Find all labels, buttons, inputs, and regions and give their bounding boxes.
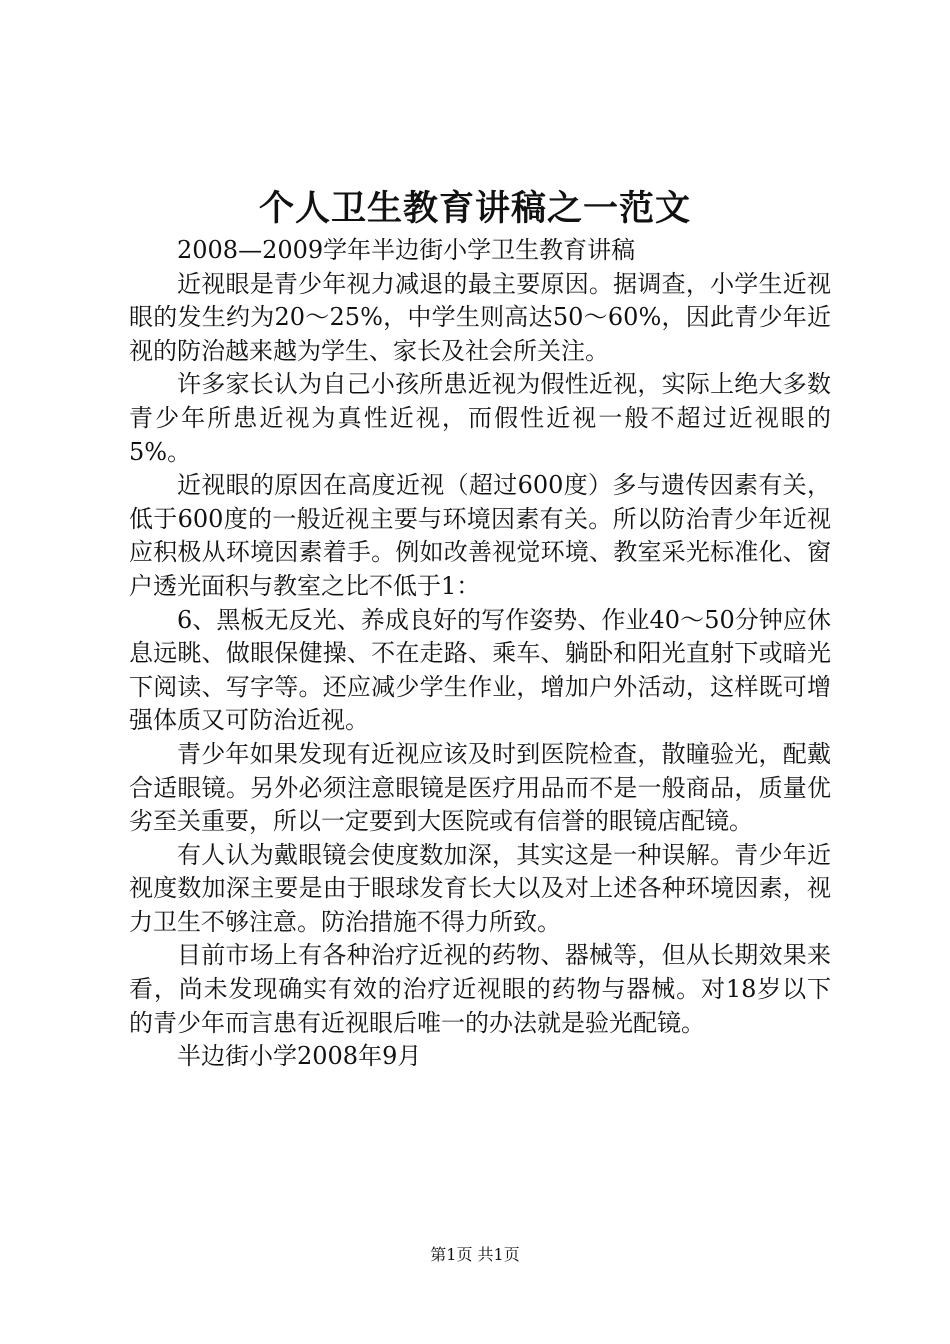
signature-paragraph: 半边街小学2008年9月 (177, 1042, 422, 1071)
subtitle-paragraph: 2008—2009学年半边街小学卫生教育讲稿 (177, 236, 636, 264)
body-paragraph: 近视眼的原因在高度近视（超过600度）多与遗传因素有关，低于600度的一般近视主要与环境因素有关。所以防治青少年近视应积极从环境因素着手。例如改善视觉环境、教室采光标准化、窗户透光面积与教室之比不低于1： (129, 471, 831, 600)
body-paragraph: 青少年如果发现有近视应该及时到医院检查，散瞳验光，配戴合适眼镜。另外必须注意眼镜是医疗用品而不是一般商品，质量优劣至关重要，所以一定要到大医院或有信誉的眼镜店配镜。 (129, 739, 831, 836)
body-paragraph: 许多家长认为自己小孩所患近视为假性近视，实际上绝大多数青少年所患近视为真性近视，而假性近视一般不超过近视眼的5%。 (129, 370, 831, 466)
body-paragraph: 有人认为戴眼镜会使度数加深，其实这是一种误解。青少年近视度数加深主要是由于眼球发育长大以及对上述各种环境因素，视力卫生不够注意。防治措施不得力所致。 (129, 840, 831, 936)
document-title: 个人卫生教育讲稿之一范文 (258, 188, 691, 229)
document-body (129, 234, 831, 1074)
page-footer: 第1页 共1页 (430, 1245, 520, 1264)
body-paragraph: 6、黑板无反光、养成良好的写作姿势、作业40～50分钟应休息远眺、做眼保健操、不在走路、乘车、躺卧和阳光直射下或暗光下阅读、写字等。还应减少学生作业，增加户外活动，这样既可增强体质又可防治近视。 (129, 605, 831, 735)
body-paragraph: 目前市场上有各种治疗近视的药物、器械等，但从长期效果来看，尚未发现确实有效的治疗近视眼的药物与器械。对18岁以下的青少年而言患有近视眼后唯一的办法就是验光配镜。 (129, 941, 831, 1037)
body-paragraph: 近视眼是青少年视力减退的最主要原因。据调查，小学生近视眼的发生约为20～25%，中学生则高达50～60%，因此青少年近视的防治越来越为学生、家长及社会所关注。 (129, 269, 831, 365)
